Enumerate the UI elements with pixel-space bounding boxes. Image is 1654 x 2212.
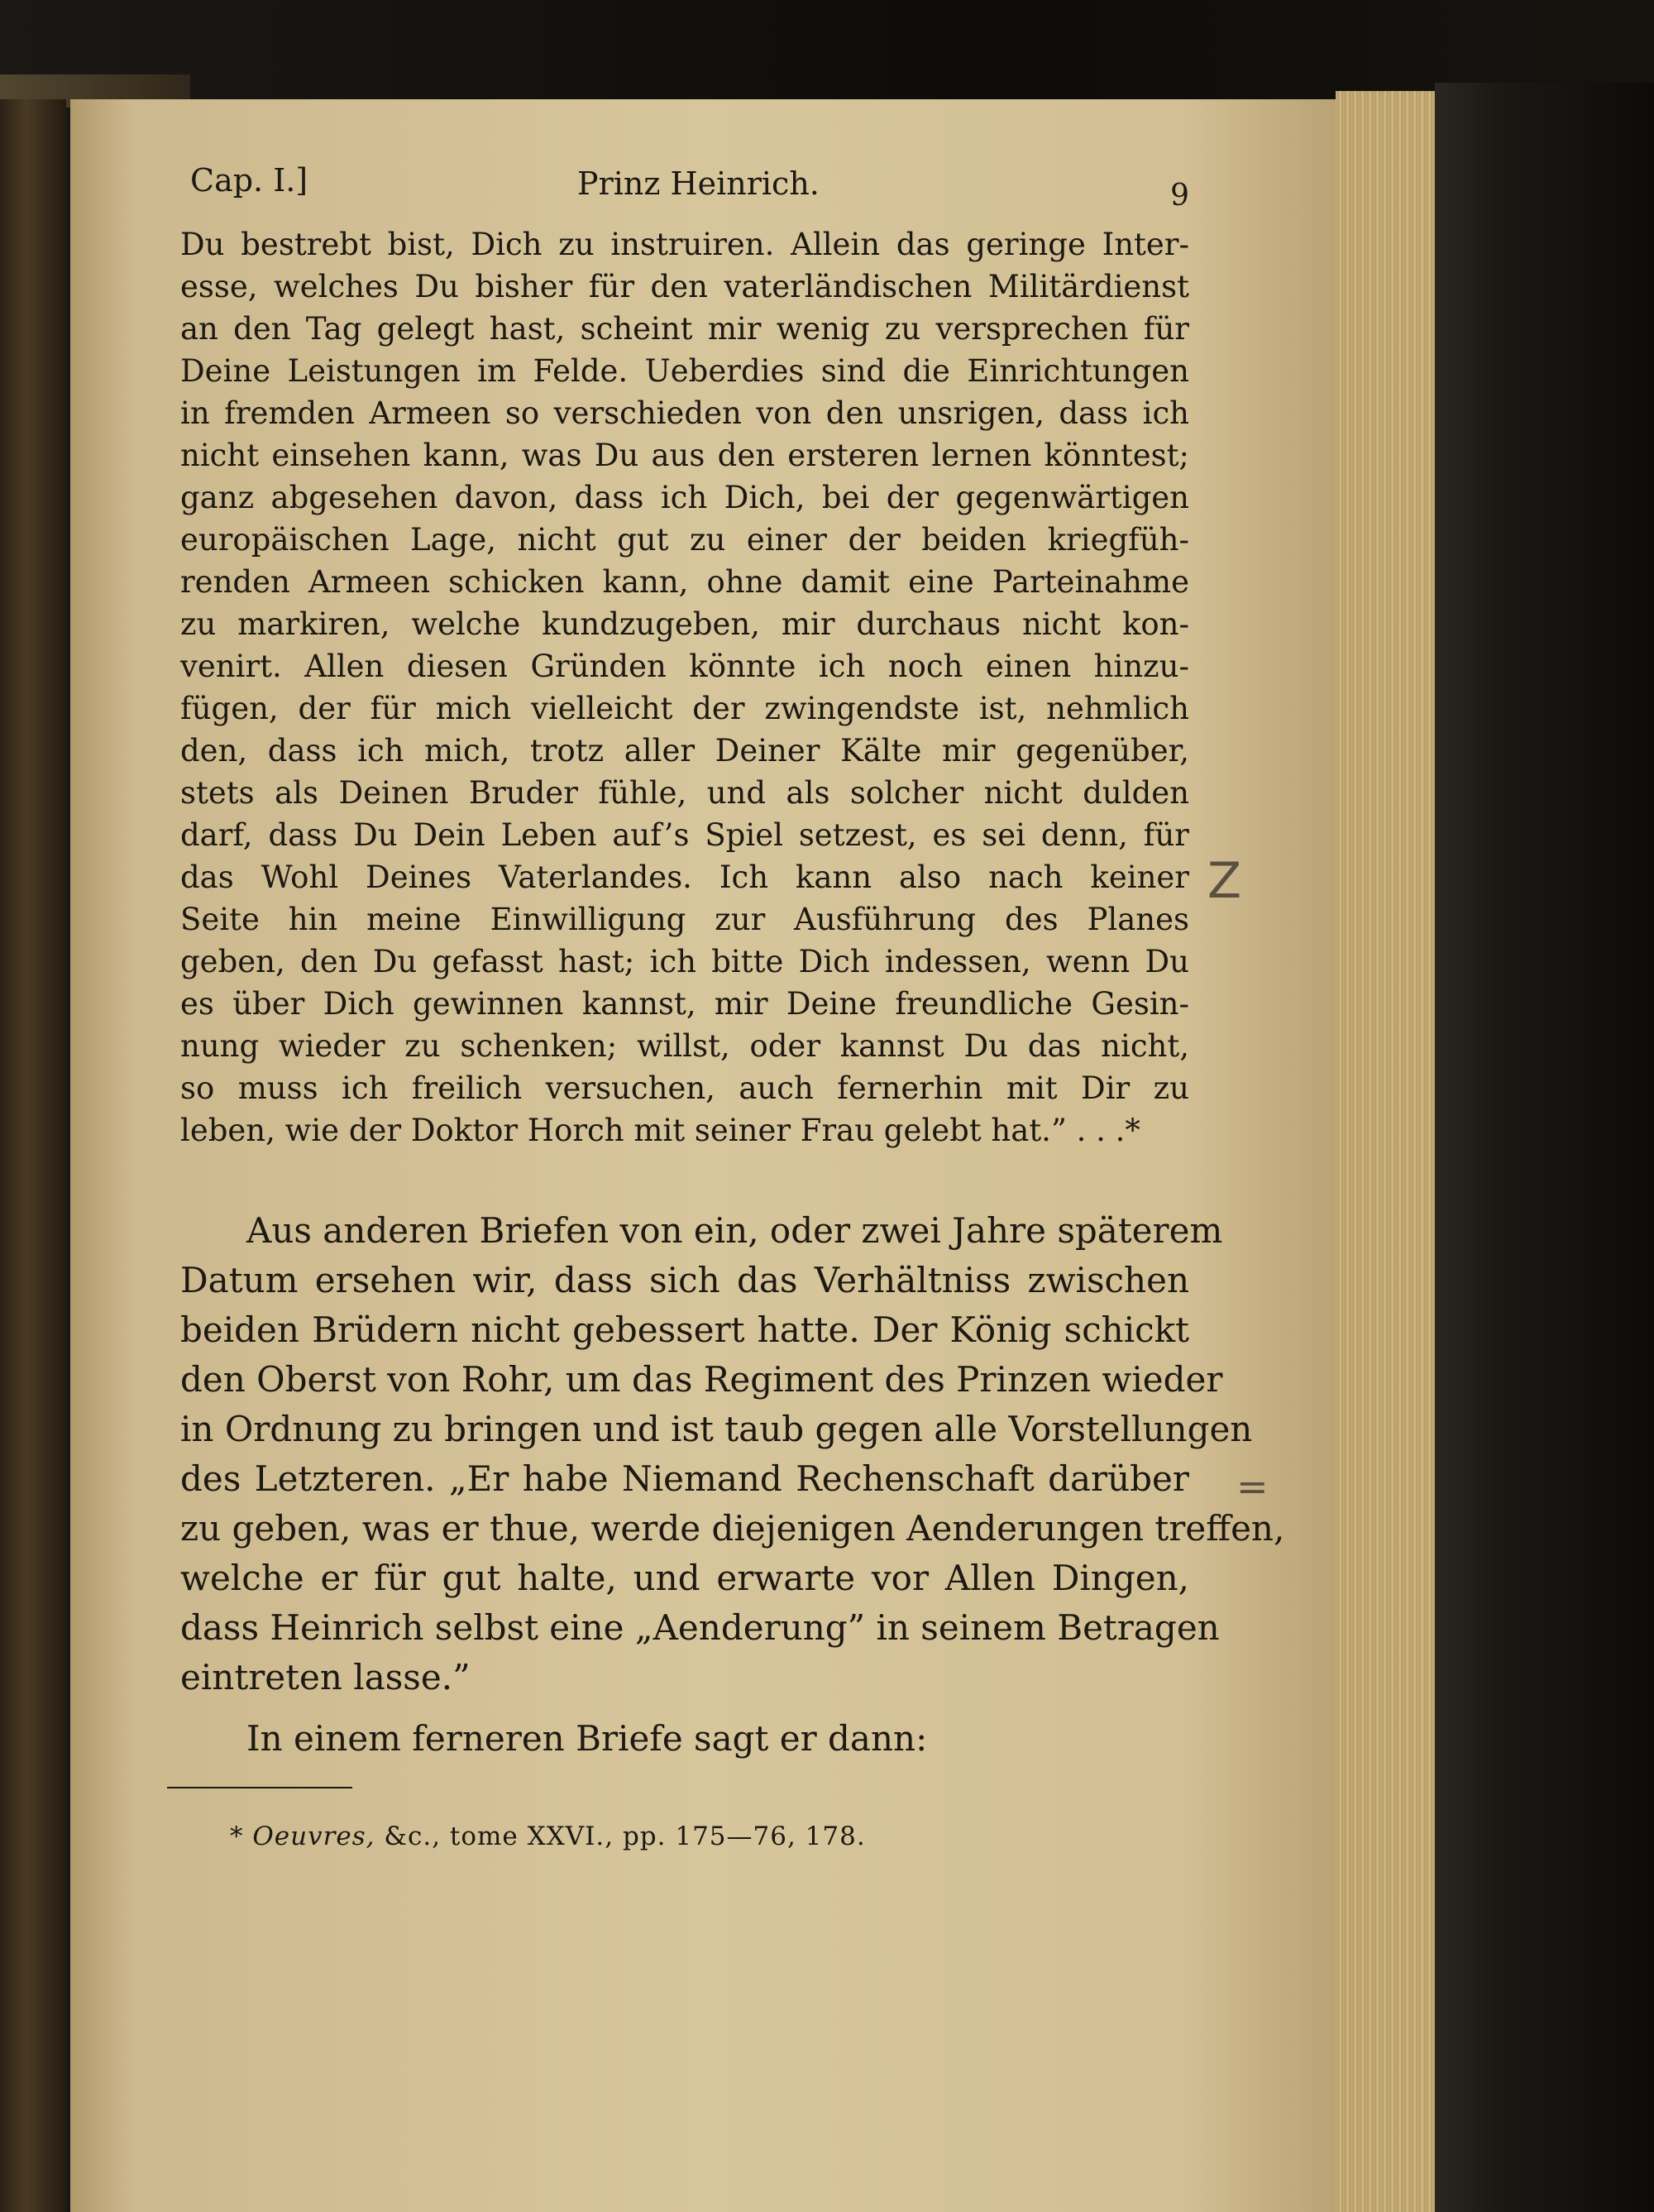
letter-line: Deine Leistungen im Felde. Ueberdies sind die Einrichtungen [180,353,1189,389]
letter-line: esse, welches Du bisher für den vaterländischen Militärdienst [180,269,1189,304]
footnote [180,1822,1189,1851]
paragraph-line: dass Heinrich selbst eine „Aenderung” in seinem Betragen [180,1607,1220,1648]
letter-line: leben, wie der Doktor Horch mit seiner Frau gelebt hat.” . . .* [180,1113,1140,1148]
footnote-rule [167,1787,352,1788]
letter-line: es über Dich gewinnen kannst, mir Deine freundliche Gesin- [180,986,1189,1022]
letter-line: europäischen Lage, nicht gut zu einer der beiden kriegfüh- [180,522,1189,558]
letter-line: in fremden Armeen so verschieden von den unsrigen, dass ich [180,395,1189,431]
page-number: 9 [1170,179,1189,213]
footnote-work-title: Oeuvres, [252,1822,375,1851]
letter-line: so muss ich freilich versuchen, auch fernerhin mit Dir zu [180,1070,1189,1106]
footnote-reference: &c., tome XXVI., pp. 175—76, 178. [384,1822,866,1851]
footnote-marker: * [230,1822,244,1851]
letter-line: fügen, der für mich vielleicht der zwingendste ist, nehmlich [180,691,1189,726]
letter-line: geben, den Du gefasst hast; ich bitte Dich indessen, wenn Du [180,944,1189,979]
paragraph-line: beiden Brüdern nicht gebessert hatte. Der König schickt [180,1309,1189,1350]
paragraph-line: In einem ferneren Briefe sagt er dann: [246,1718,928,1759]
running-title: Prinz Heinrich. [577,165,820,202]
margin-annotation: Z [1207,852,1242,910]
paragraph-line: eintreten lasse.” [180,1657,471,1697]
body-text [180,1206,1285,1764]
letter-line: darf, dass Du Dein Leben auf’s Spiel setzest, es sei denn, für [180,817,1189,853]
letter-line: Seite hin meine Einwilligung zur Ausführung des Planes [180,902,1189,937]
page-edges [1336,91,1435,2212]
paragraph-line: Aus anderen Briefen von ein, oder zwei Jahre späterem [246,1210,1223,1251]
letter-excerpt [180,223,1189,1151]
running-header [180,157,1189,215]
paragraph-line: welche er für gut halte, und erwarte vor Allen Dingen, [180,1558,1189,1598]
page-text [180,157,1285,1851]
letter-line: stets als Deinen Bruder fühle, und als solcher nicht dulden [180,775,1189,811]
margin-annotation: = [1236,1464,1269,1509]
letter-line: das Wohl Deines Vaterlandes. Ich kann also nach keiner [180,859,1189,895]
paragraph-line: in Ordnung zu bringen und ist taub gegen alle Vorstellungen [180,1409,1253,1449]
letter-line: nicht einsehen kann, was Du aus den ersteren lernen könntest; [180,438,1189,473]
paragraph-line: den Oberst von Rohr, um das Regiment des Prinzen wieder [180,1359,1223,1400]
paragraph [180,1206,1285,1702]
left-page-edge [0,99,66,2212]
letter-line: renden Armeen schicken kann, ohne damit eine Parteinahme [180,564,1189,600]
chapter-label: Cap. I.] [190,162,308,199]
letter-line: ganz abgesehen davon, dass ich Dich, bei der gegenwärtigen [180,480,1189,515]
book-cover-right [1435,83,1654,2212]
paragraph-line: zu geben, was er thue, werde diejenigen Aenderungen treffen, [180,1508,1285,1549]
letter-line: nung wieder zu schenken; willst, oder kannst Du das nicht, [180,1028,1189,1064]
letter-line: Du bestrebt bist, Dich zu instruiren. Allein das geringe Inter- [180,227,1189,262]
letter-line: zu markiren, welche kundzugeben, mir durchaus nicht kon- [180,606,1189,642]
letter-line: an den Tag gelegt hast, scheint mir wenig zu versprechen für [180,311,1189,347]
paragraph-line: Datum ersehen wir, dass sich das Verhältniss zwischen [180,1260,1189,1300]
paragraph [180,1714,1189,1764]
letter-line: venirt. Allen diesen Gründen könnte ich noch einen hinzu- [180,649,1189,684]
paragraph-line: des Letzteren. „Er habe Niemand Rechenschaft darüber [180,1458,1189,1499]
letter-line: den, dass ich mich, trotz aller Deiner Kälte mir gegenüber, [180,733,1189,768]
